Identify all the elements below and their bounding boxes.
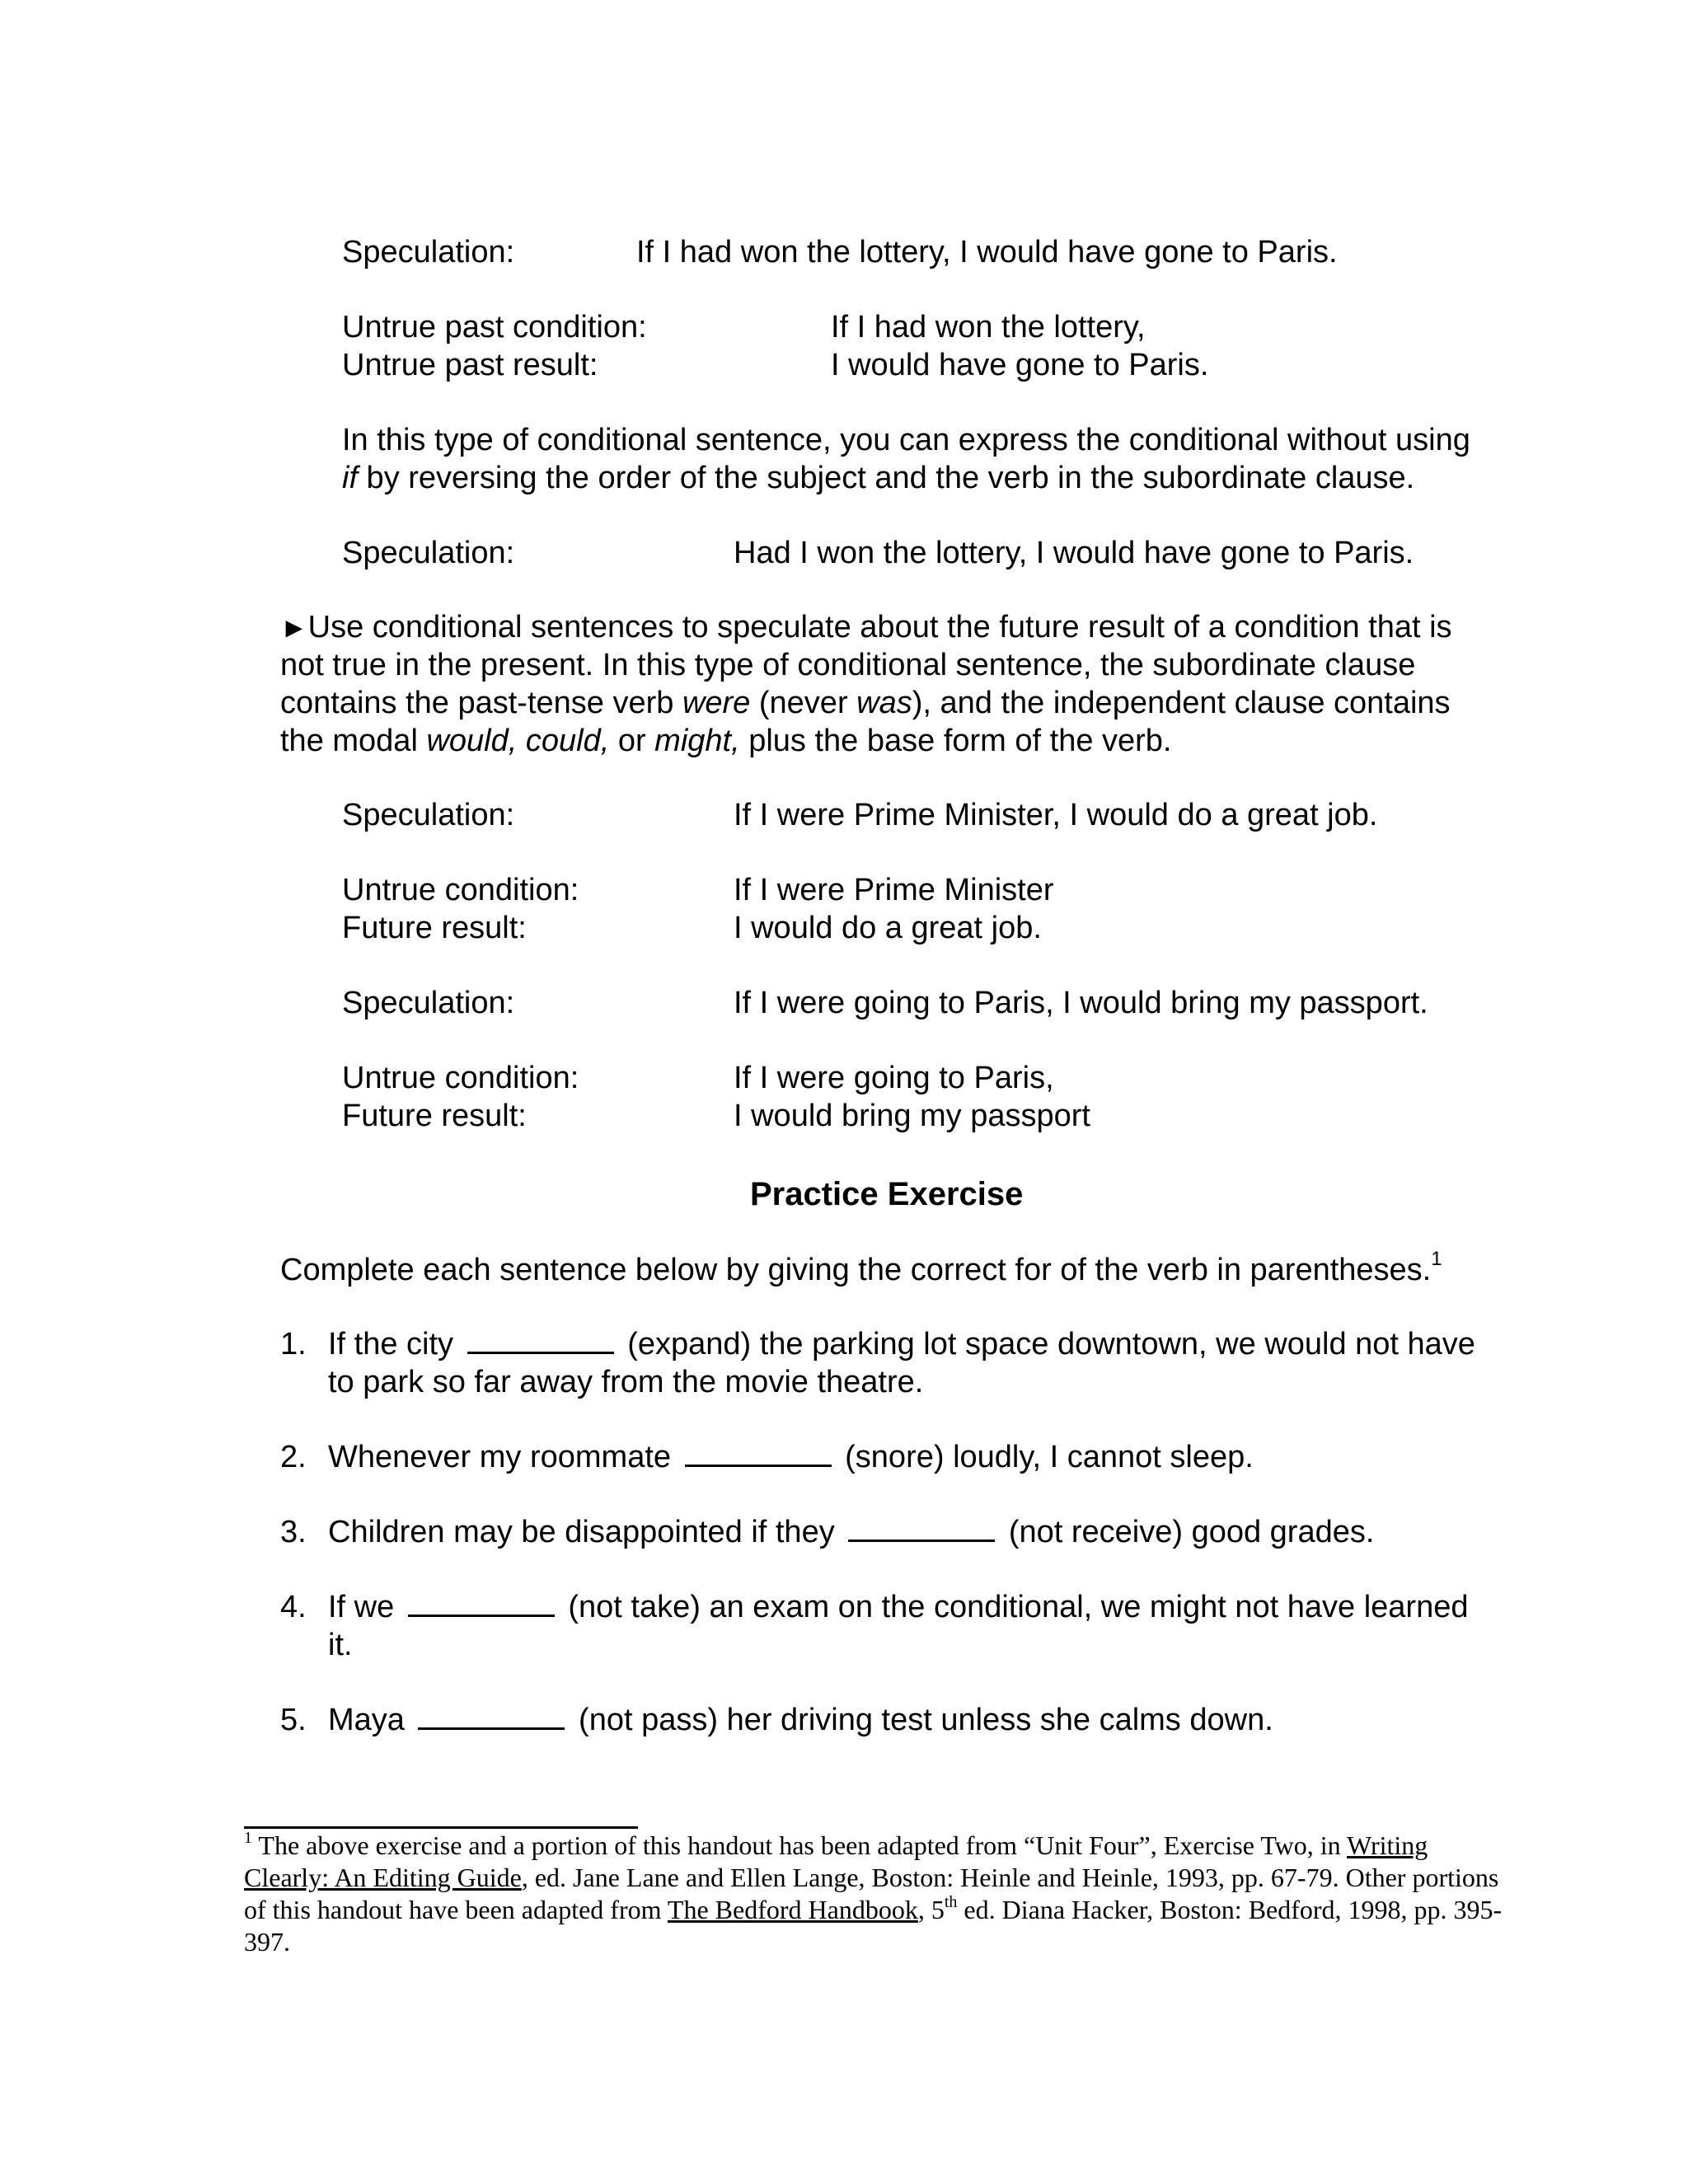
item-text: Whenever my roommate [328,1440,672,1474]
paragraph-text: plus the base form of the verb. [739,724,1172,758]
paragraph-text: or [609,724,655,758]
footnote-text: , ed. Jane Lane and Ellen Lange, Boston: Heinle and Heinle, 1993, pp. 67-79. Other portions of this handout have been adapted from [244,1863,1499,1924]
item-text: (not pass) her driving test unless she calms down. [579,1703,1273,1737]
paragraph-line [280,722,1172,760]
triangle-bullet-icon: ► [280,612,308,644]
item-text: (snore) loudly, I cannot sleep. [845,1440,1254,1474]
exercise-item [328,1438,1254,1476]
italic-word: were [682,686,751,720]
untrue-past-result-label: Untrue past result: [342,348,598,382]
exercise-item-number: 1. [280,1327,307,1361]
exercise-instruction [280,1248,1442,1289]
untrue-past-result-text: I would have gone to Paris. [831,348,1209,382]
future-result-text: I would do a great job. [734,911,1042,945]
exercise-item [328,1513,1374,1551]
italic-word: might, [654,724,740,758]
exercise-item [328,1701,1273,1739]
footnote-reference: 1 [1431,1248,1442,1270]
speculation-text: If I were Prime Minister, I would do a great job. [734,798,1378,832]
untrue-condition-label: Untrue condition: [342,1061,579,1095]
paragraph-text: contains the past-tense verb [280,686,682,720]
book-title: Writing Clearly: An Editing Guide [244,1830,1428,1892]
speculation-text: If I had won the lottery, I would have gone to Paris. [636,235,1338,269]
italic-word: was [856,686,912,720]
instruction-text: Complete each sentence below by giving the correct for of the verb in parentheses. [280,1253,1432,1287]
speculation-text: If I were going to Paris, I would bring my passport. [734,986,1428,1020]
paragraph-text: ), and the independent clause contains [912,686,1451,720]
italic-word: if [342,461,358,495]
item-text: If we [328,1590,395,1624]
paragraph-text: Use conditional sentences to speculate about the future result of a condition that is [307,610,1452,644]
answer-blank[interactable] [408,1590,555,1617]
footnote-mark: 1 [244,1829,252,1847]
speculation-label: Speculation: [342,986,515,1020]
speculation-label: Speculation: [342,235,515,269]
paragraph-text: by reversing the order of the subject and the verb in the subordinate clause. [358,461,1415,495]
item-text: (not receive) good grades. [1008,1515,1375,1549]
item-text: Children may be disappointed if they [328,1515,835,1549]
answer-blank[interactable] [848,1515,995,1542]
italic-word: would, could, [426,724,610,758]
exercise-item-number: 2. [280,1440,307,1474]
exercise-item-continuation: it. [328,1628,353,1662]
item-text: (expand) the parking lot space downtown, we would not have [627,1327,1475,1361]
speculation-label: Speculation: [342,798,515,832]
future-result-label: Future result: [342,911,527,945]
exercise-item [328,1588,1469,1626]
untrue-condition-text: If I were going to Paris, [734,1061,1054,1095]
exercise-item-continuation: to park so far away from the movie theatre. [328,1365,924,1399]
paragraph-text: (never [750,686,857,720]
untrue-past-condition-label: Untrue past condition: [342,310,647,344]
answer-blank[interactable] [467,1327,614,1354]
untrue-condition-text: If I were Prime Minister [734,873,1054,907]
paragraph-line: not true in the present. In this type of conditional sentence, the subordinate clause [280,648,1416,682]
exercise-item-number: 5. [280,1703,307,1737]
item-text: Maya [328,1703,405,1737]
footnote [244,1830,1513,1958]
speculation-text: Had I won the lottery, I would have gone to Paris. [734,536,1414,570]
untrue-past-condition-text: If I had won the lottery, [831,310,1146,344]
paragraph-line [342,459,1414,497]
paragraph-line: In this type of conditional sentence, you can express the conditional without using [342,423,1470,457]
future-result-label: Future result: [342,1099,527,1133]
paragraph-text: the modal [280,724,427,758]
answer-blank[interactable] [418,1703,565,1730]
future-result-text: I would bring my passport [734,1099,1090,1133]
speculation-label: Speculation: [342,536,515,570]
footnote-separator [244,1826,638,1829]
exercise-item [328,1325,1475,1363]
answer-blank[interactable] [685,1440,832,1467]
item-text: (not take) an exam on the conditional, we might not have learned [568,1590,1469,1624]
bullet-paragraph-line [280,608,1452,647]
footnote-text: ed. Diana Hacker, Boston: Bedford, 1998, pp. 395-397. [244,1895,1503,1957]
paragraph-line [280,684,1451,722]
exercise-item-number: 4. [280,1590,307,1624]
footnote-text: , 5 [917,1895,945,1924]
book-title: The Bedford Handbook [667,1895,918,1924]
exercise-item-number: 3. [280,1515,307,1549]
section-heading: Practice Exercise [750,1176,1024,1212]
untrue-condition-label: Untrue condition: [342,873,579,907]
footnote-text: The above exercise and a portion of this handout has been adapted from “Unit Four”, Exercise Two, in [252,1830,1348,1860]
edition-superscript: th [944,1893,958,1911]
item-text: If the city [328,1327,454,1361]
